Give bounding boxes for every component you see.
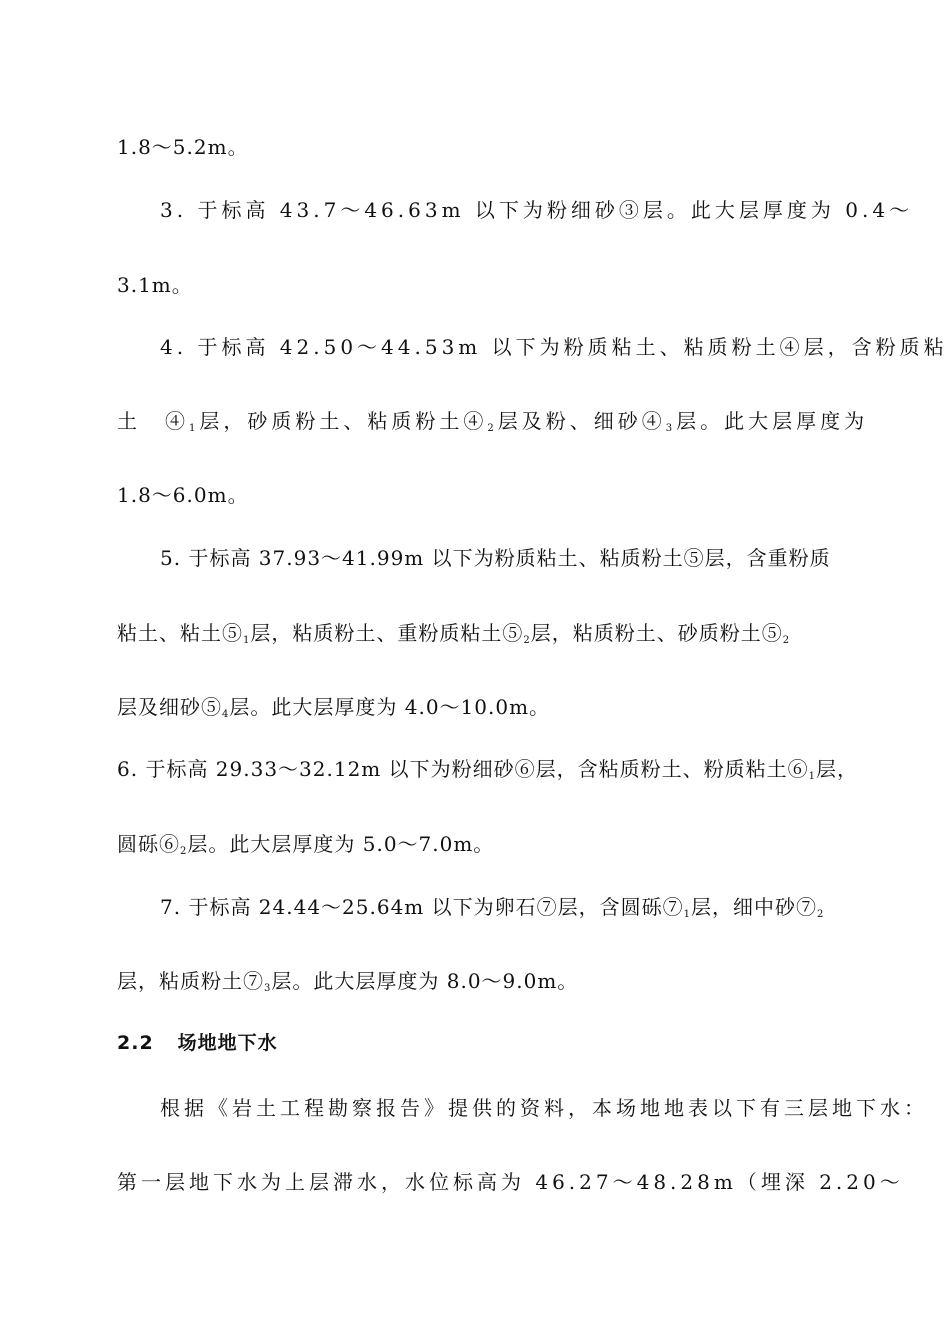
- text-line: 4. 于标高 42.50～44.53m 以下为粉质粘土、粘质粉土④层，含粉质粘: [160, 335, 948, 359]
- text-line: 层，粘质粉土$⑦_3$层。此大层厚度为 8.0～9.0m。: [117, 969, 579, 994]
- section-heading: [117, 1029, 278, 1057]
- text-line: 粘土、粘土$⑤_1$层，粘质粉土、重粉质粘土$⑤_2$层，粘质粉土、砂质粉土$⑤_2$: [117, 621, 791, 646]
- text-line: 3. 于标高 43.7～46.63m 以下为粉细砂③层。此大层厚度为 0.4～: [160, 198, 914, 222]
- paragraph-line: 第一层地下水为上层滞水，水位标高为 46.27～48.28m（埋深 2.20～: [117, 1170, 904, 1194]
- paragraph-line: 根据《岩土工程勘察报告》提供的资料，本场地地表以下有三层地下水：: [160, 1096, 928, 1120]
- text-line: 层及细砂$⑤_4$层。此大层厚度为 4.0～10.0m。: [117, 695, 551, 720]
- text-line: 1.8～5.2m。: [117, 135, 249, 159]
- section-title: 场地地下水: [177, 1032, 278, 1054]
- text-line: 3.1m。: [117, 273, 193, 297]
- section-number: 2.2: [117, 1032, 154, 1054]
- text-line: 6. 于标高 29.33～32.12m 以下为粉细砂⑥层，含粘质粉土、粉质粘土$⑥_1$层，: [117, 757, 859, 782]
- text-line: 圆砾$⑥_2$层。此大层厚度为 5.0～7.0m。: [117, 832, 495, 857]
- text-line: 5. 于标高 37.93～41.99m 以下为粉质粘土、粘质粉土⑤层，含重粉质: [160, 546, 831, 570]
- text-line: 7. 于标高 24.44～25.64m 以下为卵石⑦层，含圆砾$⑦_1$层，细中砂$⑦_2$: [160, 895, 825, 920]
- text-line: 1.8～6.0m。: [117, 483, 249, 507]
- text-line: 土 $④_1$层，砂质粉土、粘质粉土$④_2$层及粉、细砂$④_3$层。此大层厚度为: [117, 409, 869, 434]
